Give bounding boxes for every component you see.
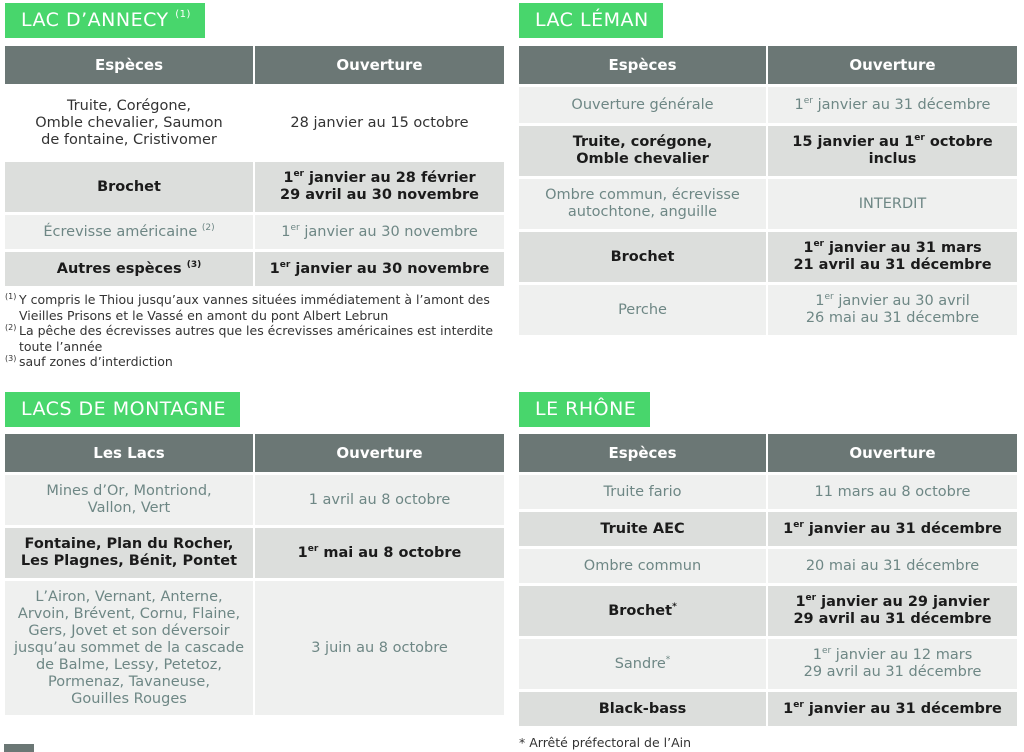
leman-opening-cell: 15 janvier au 1er octobre inclus <box>767 126 1017 176</box>
montagne-table-row <box>5 475 504 525</box>
rhone-species-note: * <box>672 601 677 612</box>
annecy-table-row <box>5 162 504 212</box>
annecy-opening-cell: 1er janvier au 28 février 29 avril au 30 novembre <box>254 162 504 212</box>
rhone-species-cell: Truite AEC <box>519 512 767 546</box>
montagne-table <box>5 434 504 715</box>
rhone-table-row <box>519 549 1017 583</box>
leman-species-cell: Ouverture générale <box>519 87 767 123</box>
leman-table-row <box>519 126 1017 176</box>
section-le-rhone <box>519 392 1017 752</box>
annecy-species-note: (2) <box>201 222 215 233</box>
annecy-opening-cell: 1er janvier au 30 novembre <box>254 252 504 286</box>
rhone-table-row <box>519 692 1017 726</box>
page-corner-mark <box>4 744 34 752</box>
rhone-species-cell: Ombre commun <box>519 549 767 583</box>
leman-species-cell: Truite, corégone, Omble chevalier <box>519 126 767 176</box>
rhone-title-banner <box>519 392 650 427</box>
montagne-header-species: Les Lacs <box>5 434 254 472</box>
annecy-species-note: (3) <box>186 259 202 270</box>
annecy-title-banner <box>5 3 205 38</box>
rhone-table-row <box>519 586 1017 636</box>
leman-table-row <box>519 87 1017 123</box>
annecy-species-cell: Écrevisse américaine $^{(2)}$ <box>5 215 254 249</box>
montagne-title: LACS DE MONTAGNE <box>21 398 227 420</box>
montagne-title-banner <box>5 392 240 427</box>
annecy-title: LAC D’ANNECY <box>21 9 169 31</box>
annecy-note-text: sauf zones d’interdiction <box>19 354 173 369</box>
leman-species-cell: Ombre commun, écrevisse autochtone, anguille <box>519 179 767 229</box>
annecy-table-row <box>5 252 504 286</box>
rhone-table-row <box>519 512 1017 546</box>
section-lacs-montagne <box>5 392 504 732</box>
rhone-table-row <box>519 475 1017 509</box>
annecy-table <box>5 46 504 286</box>
rhone-opening-cell: 11 mars au 8 octobre <box>767 475 1017 509</box>
leman-opening-cell: 1er janvier au 31 mars 21 avril au 31 décembre <box>767 232 1017 282</box>
annecy-note <box>5 292 495 323</box>
montagne-table-row <box>5 528 504 578</box>
annecy-table-row <box>5 215 504 249</box>
rhone-species-note: * <box>665 654 671 665</box>
montagne-species-cell: Mines d’Or, Montriond, Vallon, Vert <box>5 475 254 525</box>
leman-table-row <box>519 179 1017 229</box>
rhone-opening-cell: 20 mai au 31 décembre <box>767 549 1017 583</box>
rhone-opening-cell: 1er janvier au 31 décembre <box>767 512 1017 546</box>
rhone-header-row <box>519 434 1017 472</box>
annecy-table-row <box>5 87 504 159</box>
rhone-header-species: Espèces <box>519 434 767 472</box>
montagne-species-cell: L’Airon, Vernant, Anterne, Arvoin, Brévent, Cornu, Flaine, Gers, Jovet et son déversoir jusqu’au sommet de la cascade de Balme, Lessy, Petetoz, Pormenaz, Tavaneuse, Gouilles Rouges <box>5 581 254 715</box>
rhone-opening-cell: 1er janvier au 12 mars 29 avril au 31 décembre <box>767 639 1017 689</box>
leman-title: LAC LÉMAN <box>535 9 649 31</box>
annecy-opening-cell: 28 janvier au 15 octobre <box>254 87 504 159</box>
leman-header-opening: Ouverture <box>767 46 1017 84</box>
leman-opening-cell: 1er janvier au 31 décembre <box>767 87 1017 123</box>
annecy-notes <box>5 292 495 370</box>
annecy-note-mark: (2) <box>5 323 17 332</box>
annecy-title-note: (1) <box>175 9 191 20</box>
rhone-species-cell: Truite fario <box>519 475 767 509</box>
annecy-header-row <box>5 46 504 84</box>
section-lac-leman <box>519 3 1017 333</box>
annecy-note <box>5 354 495 370</box>
annecy-note-text: La pêche des écrevisses autres que les écrevisses américaines est interdite toute l’année <box>19 323 494 354</box>
leman-species-cell: Perche <box>519 285 767 335</box>
rhone-table-row <box>519 639 1017 689</box>
annecy-note <box>5 323 495 354</box>
annecy-note-text: Y compris le Thiou jusqu’aux vannes situées immédiatement à l’amont des Vieilles Prisons et le Vassé en amont du pont Albert Lebrun <box>19 292 490 323</box>
rhone-species-cell: Black-bass <box>519 692 767 726</box>
montagne-header-opening: Ouverture <box>254 434 504 472</box>
rhone-opening-cell: 1er janvier au 31 décembre <box>767 692 1017 726</box>
montagne-opening-cell: 1er mai au 8 octobre <box>254 528 504 578</box>
leman-opening-cell: 1er janvier au 30 avril 26 mai au 31 décembre <box>767 285 1017 335</box>
rhone-title: LE RHÔNE <box>535 398 637 420</box>
leman-table <box>519 46 1017 335</box>
rhone-footnote: * Arrêté préfectoral de l’Ain <box>519 735 692 750</box>
leman-table-row <box>519 232 1017 282</box>
leman-opening-cell: INTERDIT <box>767 179 1017 229</box>
section-lac-annecy <box>5 3 504 383</box>
rhone-species-cell: Brochet* <box>519 586 767 636</box>
annecy-species-cell: Truite, Corégone, Omble chevalier, Saumon de fontaine, Cristivomer <box>35 97 223 148</box>
montagne-opening-cell: 1 avril au 8 octobre <box>254 475 504 525</box>
leman-header-row <box>519 46 1017 84</box>
rhone-table <box>519 434 1017 726</box>
annecy-header-opening: Ouverture <box>254 46 504 84</box>
leman-title-banner <box>519 3 663 38</box>
leman-table-row <box>519 285 1017 335</box>
montagne-table-row <box>5 581 504 715</box>
montagne-species-cell: Fontaine, Plan du Rocher, Les Plagnes, Bénit, Pontet <box>5 528 254 578</box>
montagne-header-row <box>5 434 504 472</box>
leman-header-species: Espèces <box>519 46 767 84</box>
annecy-note-mark: (3) <box>5 354 17 363</box>
annecy-species-cell: Brochet <box>5 162 254 212</box>
annecy-species-cell: Autres espèces $^{(3)}$ <box>5 252 254 286</box>
rhone-opening-cell: 1er janvier au 29 janvier 29 avril au 31 décembre <box>767 586 1017 636</box>
montagne-opening-cell: 3 juin au 8 octobre <box>254 581 504 715</box>
annecy-opening-cell: 1er janvier au 30 novembre <box>254 215 504 249</box>
rhone-species-cell: Sandre* <box>519 639 767 689</box>
leman-species-cell: Brochet <box>519 232 767 282</box>
rhone-header-opening: Ouverture <box>767 434 1017 472</box>
annecy-note-mark: (1) <box>5 292 17 301</box>
annecy-header-species: Espèces <box>5 46 254 84</box>
